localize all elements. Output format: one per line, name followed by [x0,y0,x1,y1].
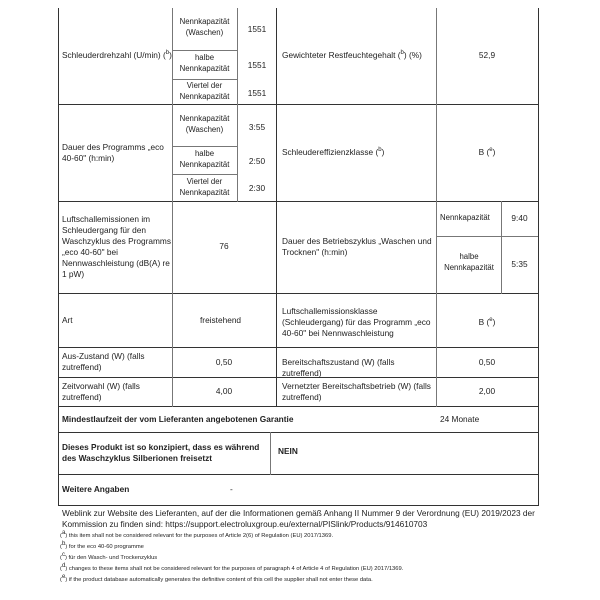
grid-line [172,174,237,175]
spin-efficiency-value: B ($^e$) [478,147,496,157]
footnote: ($^a$) this item shall not be considered relevant for the purposes of Article 2(6) of Regulation (EU) 2017/1369. [60,530,334,539]
type-label: Art [62,315,73,325]
grid-line [58,104,539,105]
grid-line [172,79,237,80]
grid-line [436,8,437,407]
wash-dry-value: 9:40 [511,213,528,223]
footnote: ($^c$) für den Wasch- und Trockenzyklus [60,552,158,561]
wash-dry-duration-label: Dauer des Betriebszyklus „Waschen und Trocknen" (h:min) [282,236,432,257]
noise-emission-label: Luftschallemissionen im Schleudergang für den Waschzyklus des Programms „eco 40-60" bei Nennwaschleistung (dB(A) re 1 pW) [62,214,171,279]
residual-moisture-label: Gewichteter Restfeuchtegehalt ($^b$) (%) [282,50,422,60]
footnote: ($^b$) for the eco 40-60 programme [60,541,144,550]
delay-start-label: Zeitvorwahl (W) (falls zutreffend) [62,381,140,402]
more-info-value: - [230,484,233,494]
noise-emission-value: 76 [219,241,229,251]
grid-line [58,8,59,505]
grid-line [58,201,539,202]
load-label: halbe Nennkapazität [179,53,230,73]
delay-start-value: 4,00 [215,386,233,396]
supplier-weblink[interactable]: Weblink zur Website des Lieferanten, auf der die Informationen gemäß Anhang II Nummer 9 der Verordnung (EU) 2019/2023 der Kommission zu finden sind: https://support.electroluxgroup.eu/external/PISlink/Products/914610703 [62,508,535,529]
load-label: Nennkapazität (Waschen) [179,114,230,134]
more-info-label: Weitere Angaben [62,484,130,494]
guarantee-value: 24 Monate [440,414,480,424]
grid-line [58,347,539,348]
wash-dry-value: 5:35 [511,259,528,269]
grid-line [172,146,237,147]
spin-value: 1551 [247,60,267,70]
silver-ions-value: NEIN [278,446,298,456]
residual-moisture-value: 52,9 [478,50,496,60]
grid-line [237,8,238,202]
footnote: ($^e$) if the product database automatically generates the definitive content of this cell the supplier shall not enter these data. [60,574,373,583]
load-label: halbe Nennkapazität [444,252,494,272]
off-mode-value: 0,50 [215,357,233,367]
silver-ions-label: Dieses Produkt ist so konzipiert, dass es während des Waschzyklus Silberionen freisetzt [62,442,260,463]
noise-class-value: B ($^e$) [478,317,496,327]
grid-line [172,50,237,51]
standby-value: 0,50 [478,357,496,367]
grid-line [58,432,539,433]
spin-value: 1551 [247,88,267,98]
grid-line [436,236,538,237]
networked-standby-label: Vernetzter Bereitschaftsbetrieb (W) (falls zutreffend) [282,381,431,402]
duration-value: 2:50 [248,156,266,166]
spin-value: 1551 [247,24,267,34]
spin-speed-label: Schleuderdrehzahl (U/min) ($^b$) [62,50,172,60]
grid-line [58,406,539,407]
duration-value: 2:30 [248,183,266,193]
load-label: Viertel der Nennkapazität [179,177,230,197]
grid-line [58,474,539,475]
grid-line [58,505,539,506]
duration-value: 3:55 [248,122,266,132]
load-label: Nennkapazität (Waschen) [179,17,230,37]
load-label: halbe Nennkapazität [179,149,230,169]
networked-standby-value: 2,00 [478,386,496,396]
programme-duration-label: Dauer des Programms „eco 40-60" (h:min) [62,142,164,163]
standby-label: Bereitschaftszustand (W) (falls zutreffend) [282,357,395,378]
guarantee-label: Mindestlaufzeit der vom Lieferanten angebotenen Garantie [62,414,294,424]
spin-efficiency-label: Schleudereffizienzklasse ($^b$) [282,147,385,157]
grid-line [538,8,539,505]
off-mode-label: Aus-Zustand (W) (falls zutreffend) [62,351,145,372]
footnote: ($^d$) changes to these items shall not be considered relevant for the purposes of paragraph 4 of Article 4 of Regulation (EU) 2017/1369. [60,563,404,572]
load-label: Viertel der Nennkapazität [179,81,230,101]
grid-line [58,293,539,294]
noise-class-label: Luftschallemissionsklasse (Schleudergang) für das Programm „eco 40-60" bei Nennwaschleistung [282,306,431,338]
grid-line [270,432,271,475]
type-value: freistehend [200,315,242,325]
load-label: Nennkapazität [440,213,490,222]
